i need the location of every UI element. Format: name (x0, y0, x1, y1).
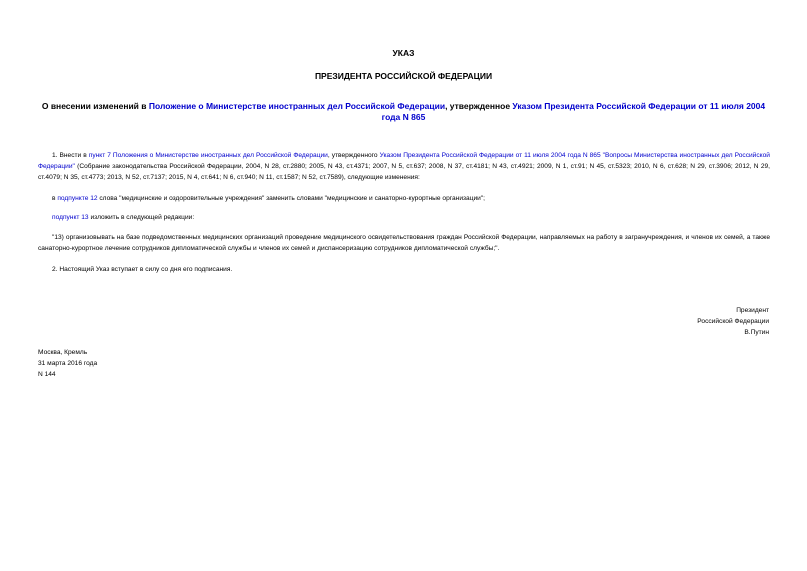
signing-date: 31 марта 2016 года (38, 360, 98, 367)
document-title: УКАЗ (392, 48, 415, 58)
signing-details (38, 347, 97, 380)
p1-text-2: , утвержденного (327, 152, 380, 159)
document-issuer: ПРЕЗИДЕНТА РОССИЙСКОЙ ФЕДЕРАЦИИ (314, 71, 493, 81)
p2-link-subclause-12[interactable]: подпункте 12 (57, 195, 98, 202)
document-heading (35, 101, 772, 123)
paragraph-4: "13) организовывать на базе подведомственных медицинских организаций проведение медицинского освидетельствования граждан Российской Федерации, направляемых на работу в загранучреждения, и членов их семей, а также санаторно-курортное лечение сотрудников дипломатической службы и членов их семей и диспансеризацию сотрудников дипломатической службы;". (38, 234, 770, 252)
paragraph-2 (38, 193, 770, 204)
paragraph-3 (38, 212, 770, 223)
heading-link-decree[interactable]: Указом Президента Российской Федерации от 11 июля 2004 года N 865 (381, 101, 766, 122)
signature-block (697, 305, 769, 338)
p1-link-decree-865[interactable]: Указом Президента Российской Федерации от 11 июля 2004 года N 865 "Вопросы Министерства иностранных дел Российской Федерации" (38, 152, 770, 170)
p2-text-2: слова "медицинские и оздоровительные учреждения" заменить словами "медицинские и санаторно-курортные организации"; (97, 195, 486, 202)
p2-text-1: в (52, 195, 58, 202)
heading-text-1: О внесении изменений в (41, 101, 149, 111)
paragraph-1 (38, 150, 770, 183)
p3-link-subclause-13[interactable]: подпункт 13 (52, 214, 89, 221)
p1-text-3: (Собрание законодательства Российской Федерации, 2004, N 28, ст.2880; 2005, N 43, ст.4371; 2007, N 5, ст.637; 2008, N 37, ст.4181; N 43, ст.4921; 2009, N 1, ст.91; N 45, ст.5323; 2010, N 6, ст.628; N 29, ст.3906; 2012, N 29, ст.4079; N 35, ст.4773; 2013, N 52, ст.7137; 2015, N 4, ст.641; N 6, ст.940; N 11, ст.1587; N 52, ст.7589), следующие изменения: (38, 163, 770, 181)
signature-name: В.Путин (744, 329, 769, 336)
p1-text-1: 1. Внести в (52, 152, 89, 159)
signing-place: Москва, Кремль (38, 349, 88, 356)
p3-text-1: изложить в следующей редакции: (88, 214, 195, 221)
document-number: N 144 (38, 371, 56, 378)
signature-position: Президент (736, 307, 769, 314)
signature-country: Российской Федерации (697, 318, 769, 325)
heading-text-2: , утвержденное (445, 101, 513, 111)
p1-link-clause-7[interactable]: пункт 7 Положения о Министерстве иностранных дел Российской Федерации (88, 152, 328, 159)
paragraph-5: 2. Настоящий Указ вступает в силу со дня его подписания. (52, 266, 233, 273)
heading-link-regulation[interactable]: Положение о Министерстве иностранных дел Российской Федерации (148, 101, 446, 111)
